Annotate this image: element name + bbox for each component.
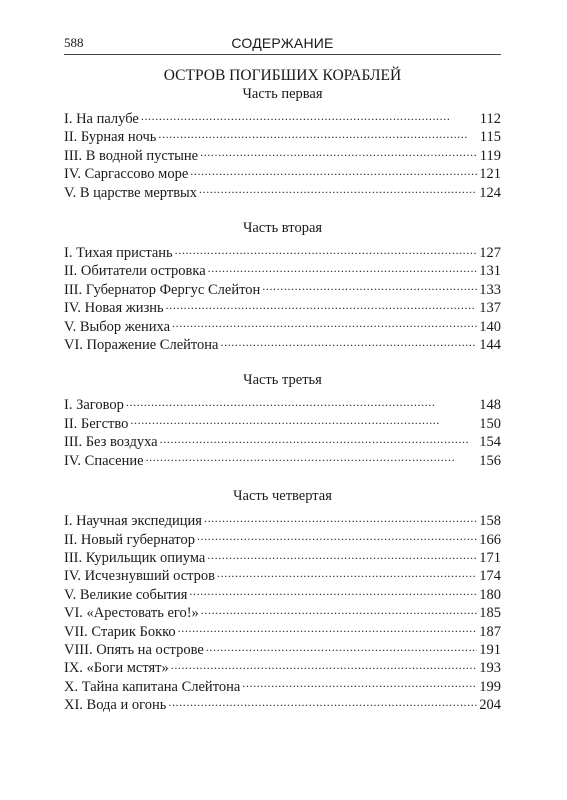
- chapter-page-number: 199: [479, 678, 501, 695]
- chapter-page-number: 187: [479, 623, 501, 640]
- chapter-page-number: 133: [479, 281, 501, 298]
- dot-leader: [217, 568, 477, 580]
- toc-entry: [64, 433, 501, 451]
- chapter-title: I. Заговор: [64, 397, 124, 414]
- dot-leader: [207, 550, 477, 562]
- dot-leader: [171, 660, 478, 672]
- chapter-title: III. Без воздуха: [64, 434, 158, 451]
- toc-entry: [64, 128, 501, 146]
- dot-leader: [201, 605, 477, 617]
- book-title: ОСТРОВ ПОГИБШИХ КОРАБЛЕЙ: [163, 67, 402, 84]
- dot-leader: [146, 453, 478, 465]
- dot-leader: [197, 532, 477, 544]
- toc-entry: [64, 262, 501, 280]
- chapter-title: V. Великие события: [64, 586, 188, 603]
- chapter-page-number: 137: [479, 300, 501, 317]
- dot-leader: [190, 166, 477, 178]
- toc-entry: [64, 281, 501, 299]
- toc-entry: [64, 396, 501, 414]
- toc-entry: [64, 184, 501, 202]
- chapter-title: II. Бурная ночь: [64, 129, 157, 146]
- chapter-title: IV. Новая жизнь: [64, 300, 164, 317]
- chapter-title: IV. Спасение: [64, 452, 144, 469]
- toc-entry: [64, 604, 501, 622]
- toc-entry: [64, 586, 501, 604]
- toc-entry: [64, 696, 501, 714]
- running-header: [64, 34, 501, 55]
- chapter-page-number: 148: [479, 397, 501, 414]
- chapter-page-number: 158: [479, 513, 501, 530]
- dot-leader: [189, 587, 477, 599]
- toc-entry: [64, 299, 501, 317]
- toc-entry: [64, 244, 501, 262]
- chapter-page-number: 131: [479, 263, 501, 280]
- chapter-title: III. Губернатор Фергус Слейтон: [64, 281, 261, 298]
- dot-leader: [178, 624, 478, 636]
- toc-entry: [64, 318, 501, 336]
- dot-leader: [262, 282, 477, 294]
- chapter-title: VIII. Опять на острове: [64, 641, 204, 658]
- chapter-page-number: 154: [479, 434, 501, 451]
- toc-entry: [64, 165, 501, 183]
- chapter-title: VI. «Арестовать его!»: [64, 605, 199, 622]
- chapter-page-number: 124: [479, 184, 501, 201]
- chapter-page-number: 150: [479, 415, 501, 432]
- chapter-title: X. Тайна капитана Слейтона: [64, 678, 241, 695]
- dot-leader: [141, 111, 478, 123]
- dot-leader: [126, 397, 477, 409]
- toc-entry: [64, 659, 501, 677]
- toc-entry: [64, 549, 501, 567]
- toc-part: [64, 487, 501, 714]
- dot-leader: [199, 185, 477, 197]
- chapter-title: V. В царстве мертвых: [64, 184, 198, 201]
- chapter-page-number: 171: [479, 549, 501, 566]
- chapter-title: XI. Вода и огонь: [64, 697, 167, 714]
- toc-entry: [64, 567, 501, 585]
- dot-leader: [130, 416, 477, 428]
- part-title: Часть четвертая: [233, 488, 332, 505]
- chapter-page-number: 144: [479, 337, 501, 354]
- chapter-title: V. Выбор жениха: [64, 318, 171, 335]
- toc-entry: [64, 623, 501, 641]
- chapter-page-number: 185: [479, 605, 501, 622]
- dot-leader: [242, 679, 477, 691]
- chapter-page-number: 140: [479, 318, 501, 335]
- chapter-page-number: 204: [479, 697, 501, 714]
- chapter-title: III. В водной пустыне: [64, 147, 199, 164]
- page-number: 588: [64, 35, 84, 50]
- chapter-page-number: 127: [479, 245, 501, 262]
- chapter-title: I. На палубе: [64, 111, 139, 127]
- chapter-title: VI. Поражение Слейтона: [64, 337, 219, 354]
- dot-leader: [160, 434, 478, 446]
- chapter-page-number: 191: [479, 641, 501, 658]
- chapter-page-number: 115: [479, 129, 501, 146]
- chapter-title: IV. Исчезнувший остров: [64, 568, 216, 585]
- part-title: Часть первая: [242, 86, 323, 102]
- chapter-page-number: 112: [479, 111, 501, 127]
- dot-leader: [208, 263, 478, 275]
- dot-leader: [200, 148, 478, 160]
- dot-leader: [206, 642, 477, 654]
- toc-part: [64, 219, 501, 354]
- chapter-title: VII. Старик Бокко: [64, 623, 176, 640]
- chapter-title: III. Курильщик опиума: [64, 549, 206, 566]
- toc-part: [64, 85, 501, 202]
- dot-leader: [168, 697, 477, 709]
- part-title: Часть вторая: [242, 220, 323, 237]
- chapter-page-number: 174: [479, 568, 501, 585]
- chapter-page-number: 166: [479, 531, 501, 548]
- dot-leader: [175, 245, 478, 257]
- chapter-page-number: 121: [479, 166, 501, 183]
- toc-entry: [64, 531, 501, 549]
- chapter-title: II. Новый губернатор: [64, 531, 195, 548]
- chapter-page-number: 180: [479, 586, 501, 603]
- chapter-page-number: 119: [479, 147, 501, 164]
- chapter-title: II. Бегство: [64, 415, 129, 432]
- toc-page: [64, 34, 501, 732]
- chapter-page-number: 156: [479, 452, 501, 469]
- toc-entry: [64, 110, 501, 128]
- chapter-page-number: 193: [479, 660, 501, 677]
- chapter-title: I. Научная экспедиция: [64, 513, 202, 530]
- chapter-title: I. Тихая пристань: [64, 245, 173, 262]
- toc-parts: [64, 85, 501, 715]
- toc-entry: [64, 641, 501, 659]
- dot-leader: [158, 129, 477, 141]
- toc-entry: [64, 415, 501, 433]
- part-title: Часть третья: [243, 372, 322, 389]
- toc-entry: [64, 678, 501, 696]
- toc-part: [64, 371, 501, 470]
- toc-entry: [64, 336, 501, 354]
- dot-leader: [204, 513, 477, 525]
- section-title: СОДЕРЖАНИЕ: [231, 35, 334, 51]
- toc-entry: [64, 147, 501, 165]
- chapter-title: IX. «Боги мстят»: [64, 660, 169, 677]
- chapter-title: II. Обитатели островка: [64, 263, 206, 280]
- dot-leader: [221, 337, 478, 349]
- dot-leader: [172, 319, 477, 331]
- chapter-title: IV. Саргассово море: [64, 166, 189, 183]
- toc-entry: [64, 452, 501, 470]
- dot-leader: [166, 300, 478, 312]
- toc-entry: [64, 512, 501, 530]
